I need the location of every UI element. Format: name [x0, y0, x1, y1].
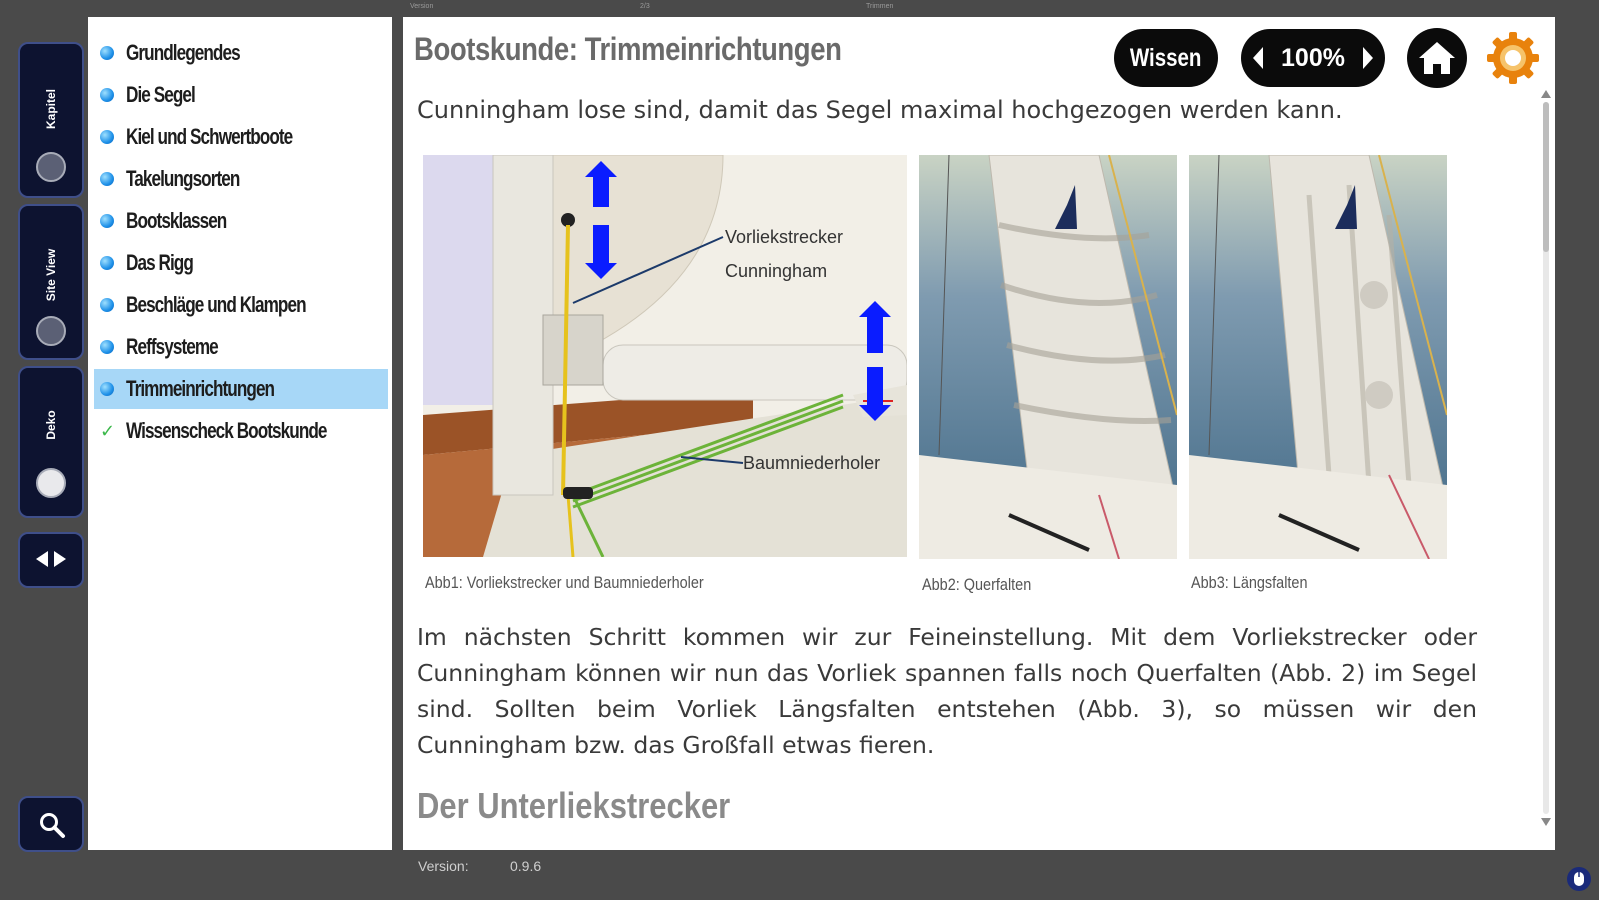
left-right-arrows-icon — [34, 548, 68, 570]
sidebar-item-label: Bootsklassen — [126, 208, 227, 233]
bullet-icon — [100, 46, 114, 60]
sidebar-item-label: Trimmeinrichtungen — [126, 376, 275, 401]
sidebar-item-trimmeinrichtungen[interactable] — [94, 369, 388, 409]
zoom-control — [1241, 29, 1385, 87]
sail-laengsfalten-illustration — [1189, 155, 1447, 559]
compass-icon — [36, 152, 66, 182]
figure-vorliekstrecker-image — [423, 155, 907, 557]
bullet-icon — [100, 88, 114, 102]
sidebar-item-reffsysteme[interactable] — [94, 327, 388, 367]
rail-tab-label: Deko — [44, 410, 58, 440]
bullet-icon — [100, 382, 114, 396]
top-strip-left-label: Version — [410, 3, 434, 10]
home-button[interactable] — [1407, 28, 1467, 88]
sidebar-item-label: Reffsysteme — [126, 334, 218, 359]
sidebar-item-beschlaege[interactable] — [94, 285, 388, 325]
sidebar-item-die-segel[interactable] — [94, 75, 388, 115]
sidebar-item-bootsklassen[interactable] — [94, 201, 388, 241]
wissen-label: Wissen — [1130, 43, 1202, 72]
globe-icon — [36, 316, 66, 346]
content-scrollbar[interactable] — [1540, 88, 1552, 828]
page-title: Bootskunde: Trimmeinrichtungen — [414, 31, 842, 67]
bullet-icon — [100, 340, 114, 354]
content-panel — [403, 17, 1555, 850]
zoom-in-arrow-icon[interactable] — [1361, 45, 1375, 71]
rail-arrows-button[interactable] — [18, 532, 84, 588]
rail-tab-deko[interactable] — [18, 366, 84, 518]
figure-2-caption: Abb2: Querfalten — [922, 575, 1032, 594]
figure-laengsfalten-image — [1189, 155, 1447, 559]
rail-tab-label: Kapitel — [44, 88, 58, 130]
sidebar-item-grundlegendes[interactable] — [94, 33, 388, 73]
label-cunningham: Cunningham — [725, 261, 828, 281]
sidebar-item-label: Grundlegendes — [126, 40, 240, 65]
sidebar-item-wissenscheck[interactable] — [94, 411, 388, 451]
label-baumniederholer: Baumniederholer — [743, 453, 881, 473]
top-strip — [0, 0, 1599, 16]
zoom-out-arrow-icon[interactable] — [1251, 45, 1265, 71]
intro-text: Cunningham lose sind, damit das Segel maximal hochgezogen werden kann. — [417, 96, 1343, 124]
figure-3-caption: Abb3: Längsfalten — [1191, 573, 1308, 592]
sail-querfalten-illustration — [919, 155, 1177, 559]
rail-tab-kapitel[interactable] — [18, 42, 84, 198]
bullet-icon — [100, 298, 114, 312]
chapter-sidebar — [88, 17, 392, 850]
rail-tab-label: Site View — [44, 248, 58, 302]
rail-search-button[interactable] — [18, 796, 84, 852]
book-icon — [36, 468, 66, 498]
top-strip-right-label: Trimmen — [866, 3, 894, 10]
zoom-level: 100% — [1281, 43, 1345, 72]
figure-querfalten-image — [919, 155, 1177, 559]
version-value: 0.9.6 — [510, 858, 542, 874]
wissen-button[interactable] — [1114, 29, 1218, 87]
mouse-icon[interactable] — [1566, 866, 1592, 892]
body-paragraph: Im nächsten Schritt kommen wir zur Feineinstellung. Mit dem Vorliekstrecker oder Cunningham können wir nun das Vorliek spannen falls noch Querfalten (Abb. 2) im Segel sind. Sollten beim Vorliek Längsfalten entstehen (Abb. 3), so müssen wir den Cunningham bzw. das Großfall etwas fieren. — [417, 623, 1477, 759]
sidebar-item-label: Das Rigg — [126, 250, 193, 275]
sidebar-item-kiel[interactable] — [94, 117, 388, 157]
checkmark-icon: ✓ — [100, 420, 116, 442]
figure-1-caption: Abb1: Vorliekstrecker und Baumniederholer — [425, 573, 704, 592]
scrollbar-track — [1540, 88, 1552, 828]
version-label: Version: — [418, 858, 469, 874]
label-vorliekstrecker: Vorliekstrecker — [725, 227, 844, 247]
bullet-icon — [100, 256, 114, 270]
sidebar-item-label: Beschläge und Klampen — [126, 292, 306, 317]
bullet-icon — [100, 172, 114, 186]
section-heading: Der Unterliekstrecker — [417, 785, 731, 826]
sidebar-item-label: Takelungsorten — [126, 166, 240, 191]
sidebar-item-das-rigg[interactable] — [94, 243, 388, 283]
bullet-icon — [100, 214, 114, 228]
sidebar-item-label: Wissenscheck Bootskunde — [126, 418, 327, 443]
sidebar-item-takelungsorten[interactable] — [94, 159, 388, 199]
rail-tab-site-view[interactable] — [18, 204, 84, 360]
sidebar-item-label: Die Segel — [126, 82, 195, 107]
gear-icon — [1483, 28, 1543, 88]
settings-button[interactable] — [1483, 28, 1543, 88]
bullet-icon — [100, 130, 114, 144]
top-strip-mid-label: 2/3 — [640, 3, 650, 10]
home-icon — [1417, 40, 1457, 76]
sidebar-item-label: Kiel und Schwertboote — [126, 124, 293, 149]
rigging-illustration — [423, 155, 907, 557]
search-icon — [38, 811, 66, 839]
